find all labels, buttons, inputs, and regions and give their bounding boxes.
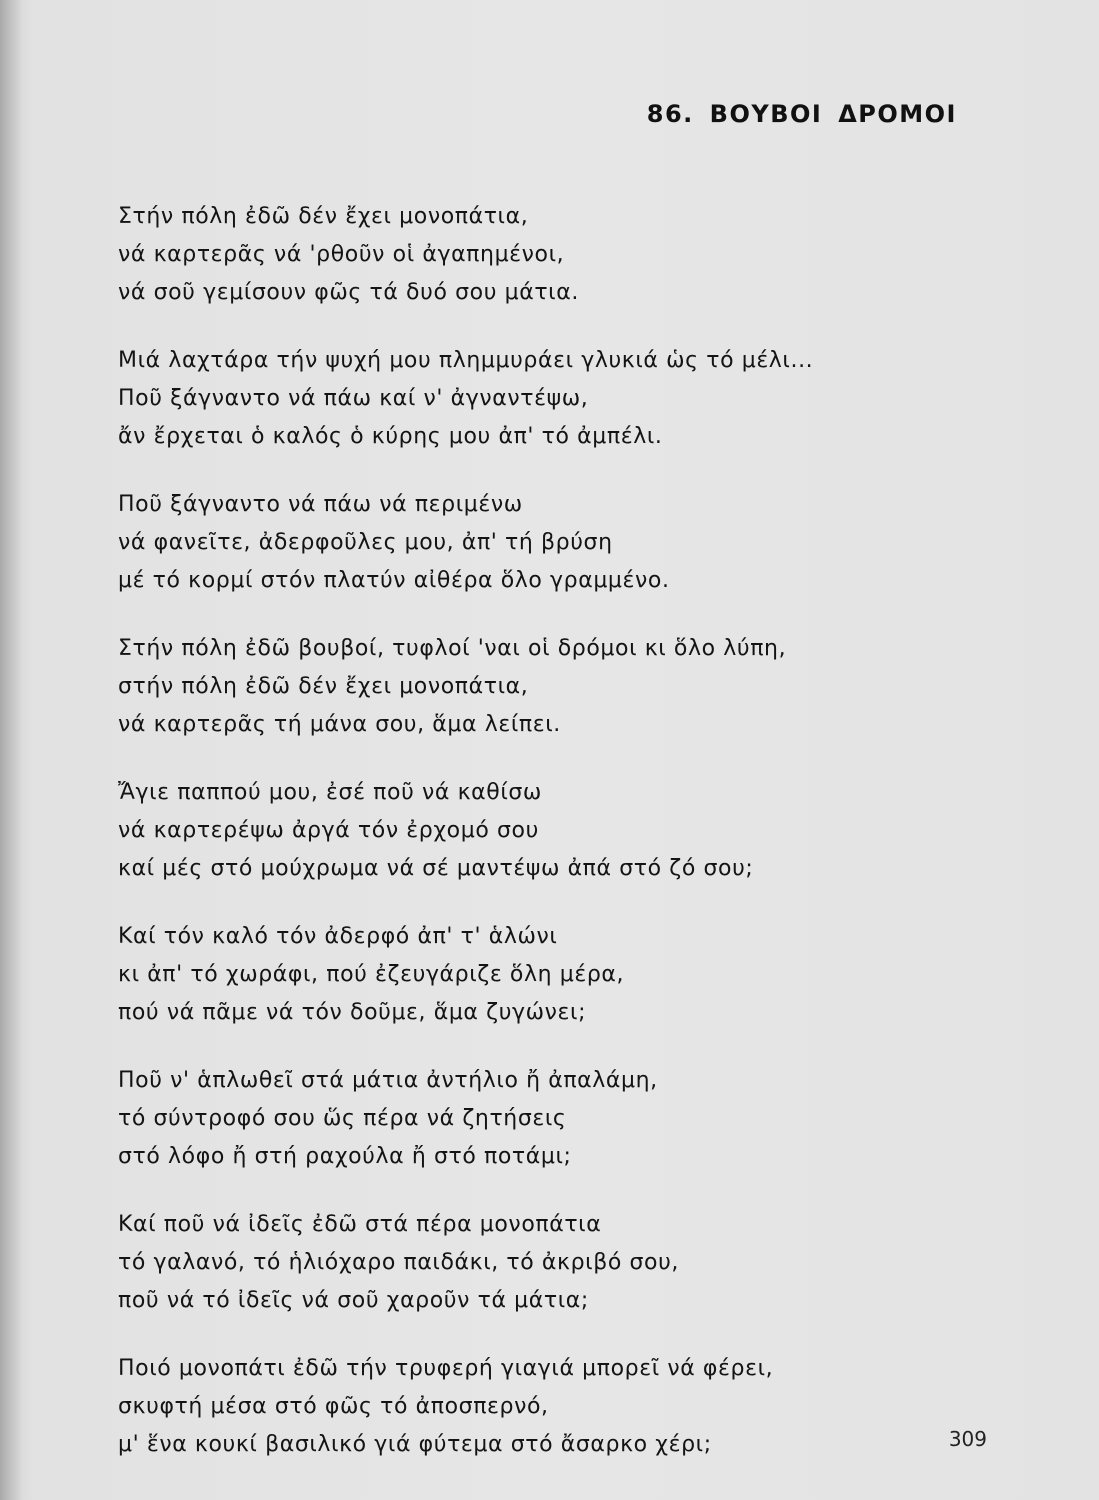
- poem-line: Ἄγιε παππού μου, ἐσέ ποῦ νά καθίσω: [118, 780, 542, 805]
- poem-line: Καί ποῦ νά ἰδεῖς ἐδῶ στά πέρα μονοπάτια: [118, 1212, 602, 1237]
- poem-line: Μιά λαχτάρα τήν ψυχή μου πλημμυράει γλυκιά ὡς τό μέλι...: [118, 348, 814, 373]
- poem-line: στήν πόλη ἐδῶ δέν ἔχει μονοπάτια,: [118, 674, 529, 699]
- poem-line: τό σύντροφό σου ὥς πέρα νά ζητήσεις: [118, 1106, 567, 1131]
- stanza-2: [118, 342, 978, 456]
- poem-line: Ποῦ ξάγναντο νά πάω νά περιμένω: [118, 492, 523, 517]
- page-number: 309: [948, 1427, 987, 1451]
- poem-line: Ποῦ ξάγναντο νά πάω καί ν' ἀγναντέψω,: [118, 386, 589, 411]
- stanza-1: [118, 198, 978, 312]
- poem-line: νά καρτερᾶς τή μάνα σου, ἅμα λείπει.: [118, 712, 561, 737]
- poem-line: πού νά πᾶμε νά τόν δοῦμε, ἅμα ζυγώνει;: [118, 1000, 587, 1025]
- poem-line: Καί τόν καλό τόν ἀδερφό ἀπ' τ' ἁλώνι: [118, 924, 558, 949]
- poem-line: τό γαλανό, τό ἡλιόχαρο παιδάκι, τό ἀκριβό σου,: [118, 1250, 680, 1275]
- poem-line: Ποιό μονοπάτι ἐδῶ τήν τρυφερή γιαγιά μπορεῖ νά φέρει,: [118, 1356, 774, 1381]
- stanza-3: [118, 486, 978, 600]
- poem-line: στό λόφο ἤ στή ραχούλα ἤ στό ποτάμι;: [118, 1144, 572, 1169]
- poem-line: νά σοῦ γεμίσουν φῶς τά δυό σου μάτια.: [118, 280, 579, 305]
- stanza-7: [118, 1062, 978, 1176]
- poem-line: καί μές στό μούχρωμα νά σέ μαντέψω ἀπά στό ζό σου;: [118, 856, 754, 881]
- poem-line: κι ἀπ' τό χωράφι, πού ἐζευγάριζε ὅλη μέρα,: [118, 962, 625, 987]
- poem-line: Στήν πόλη ἐδῶ δέν ἔχει μονοπάτια,: [118, 204, 529, 229]
- stanza-6: [118, 918, 978, 1032]
- poem-line: ἄν ἔρχεται ὁ καλός ὁ κύρης μου ἀπ' τό ἀμπέλι.: [118, 424, 663, 449]
- poem-line: Στήν πόλη ἐδῶ βουβοί, τυφλοί 'ναι οἱ δρόμοι κι ὅλο λύπη,: [118, 636, 787, 661]
- poem-line: μ' ἕνα κουκί βασιλικό γιά φύτεμα στό ἄσαρκο χέρι;: [118, 1432, 712, 1457]
- page-gutter-shadow: [0, 0, 22, 1500]
- poem-body: [118, 198, 978, 1494]
- poem-line: σκυφτή μέσα στό φῶς τό ἀποσπερνό,: [118, 1394, 549, 1419]
- stanza-8: [118, 1206, 978, 1320]
- poem-line: νά καρτερᾶς νά 'ρθοῦν οἱ ἀγαπημένοι,: [118, 242, 565, 267]
- poem-line: νά φανεῖτε, ἀδερφοῦλες μου, ἀπ' τή βρύση: [118, 530, 613, 555]
- poem-line: μέ τό κορμί στόν πλατύν αἰθέρα ὅλο γραμμένο.: [118, 568, 670, 593]
- poem-line: ποῦ νά τό ἰδεῖς νά σοῦ χαροῦν τά μάτια;: [118, 1288, 589, 1313]
- stanza-5: [118, 774, 978, 888]
- poem-title: 86. ΒΟΥΒΟΙ ΔΡΟΜΟΙ: [646, 100, 957, 128]
- poem-line: νά καρτερέψω ἀργά τόν ἐρχομό σου: [118, 818, 539, 843]
- poem-line: Ποῦ ν' ἁπλωθεῖ στά μάτια ἀντήλιο ἤ ἀπαλάμη,: [118, 1068, 658, 1093]
- stanza-9: [118, 1350, 978, 1464]
- stanza-4: [118, 630, 978, 744]
